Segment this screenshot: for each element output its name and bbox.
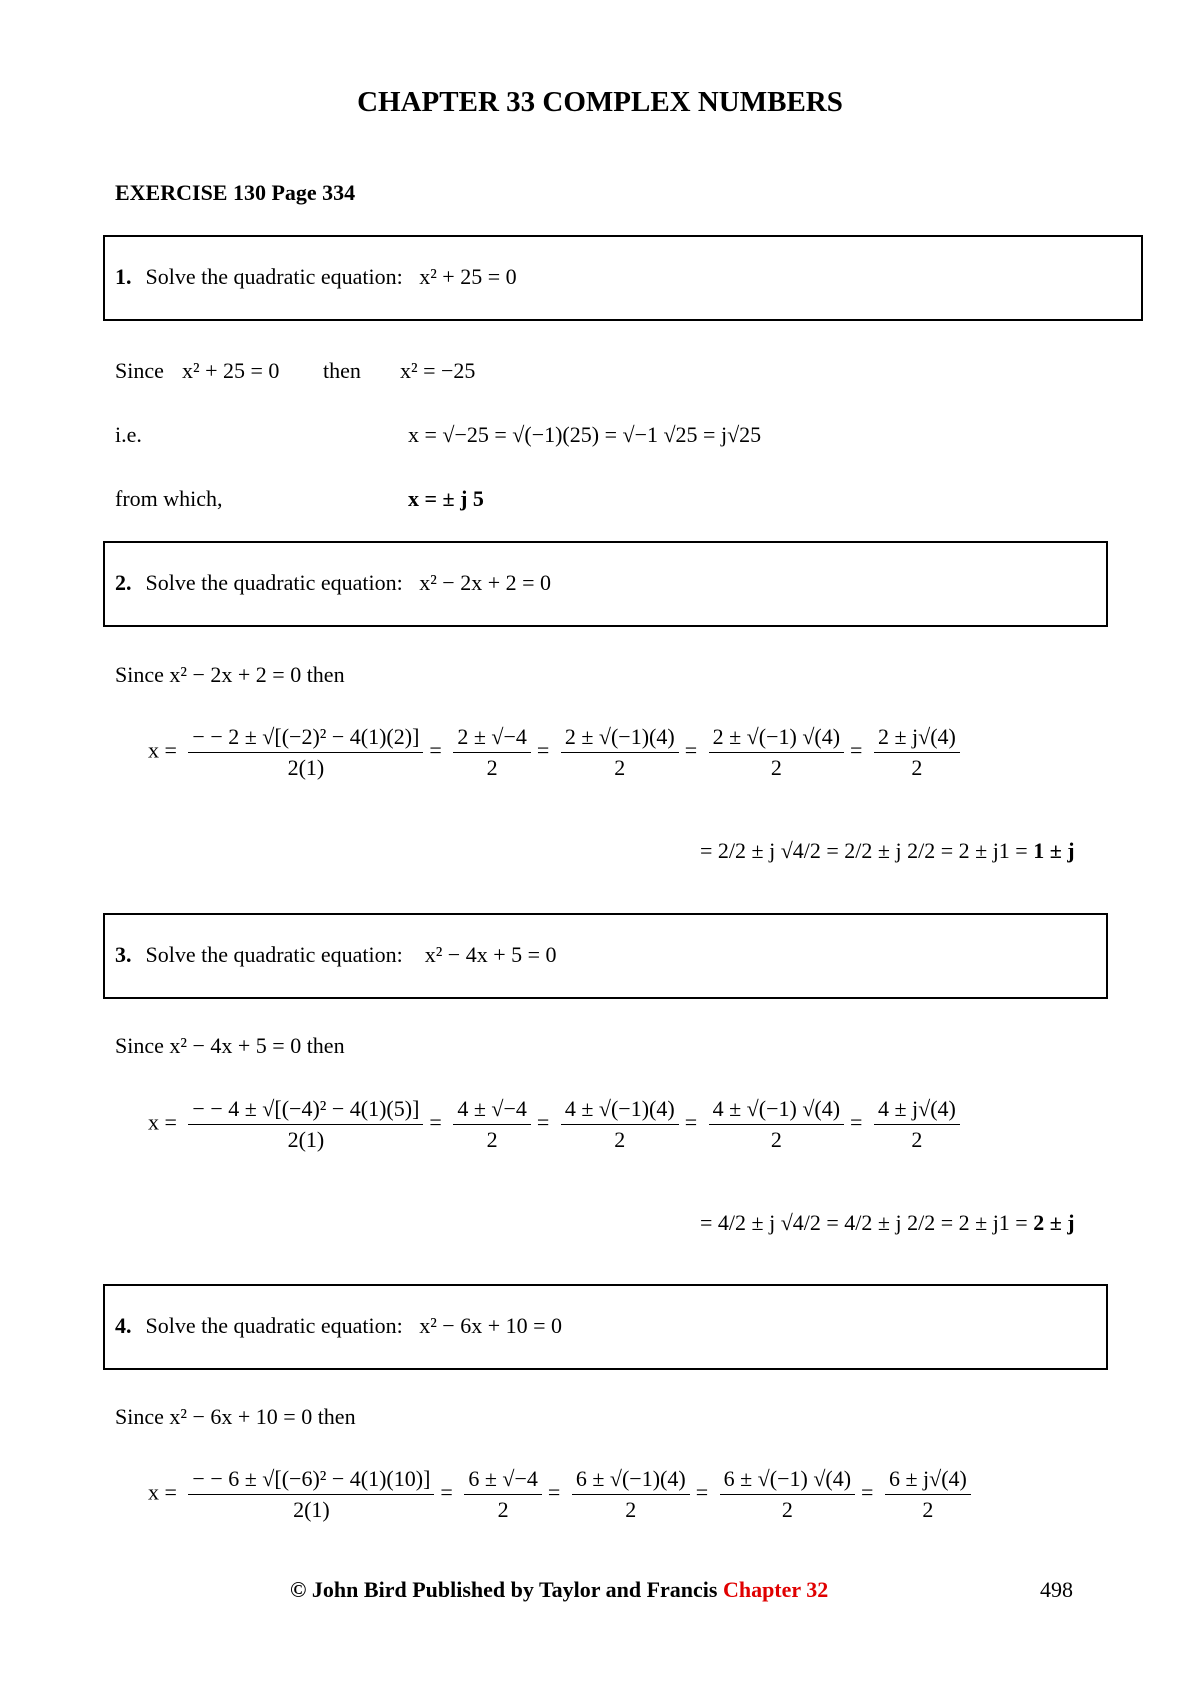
result-expression: = 4/2 ± j √4/2 = 4/2 ± j 2/2 = 2 ± j1 = bbox=[700, 1210, 1028, 1235]
fraction: $\frac{4 \pm √(-1) √(4)}{2}$ bbox=[709, 1094, 844, 1155]
question-text: Solve the quadratic equation: bbox=[145, 1313, 403, 1338]
fraction: $\frac{6 \pm √(-1)(4)}{2}$ bbox=[572, 1464, 690, 1525]
fraction: $\frac{4 \pm √-4}{2}$ bbox=[453, 1094, 531, 1155]
question-equation: x² − 2x + 2 = 0 bbox=[419, 570, 552, 595]
question-box-1 bbox=[103, 235, 1143, 321]
fraction: $\frac{\text{− − 6 ± √[(−6)² − 4(1)(10)]}}{2(1)}$ bbox=[188, 1464, 434, 1525]
question-box-4 bbox=[103, 1284, 1108, 1370]
question-box-3 bbox=[103, 913, 1108, 999]
fraction: $\frac{\text{− − 2 ± √[(−2)² − 4(1)(2)]}}{2(1)}$ bbox=[188, 722, 423, 783]
question-equation: x² − 4x + 5 = 0 bbox=[424, 942, 557, 967]
question-text: Solve the quadratic equation: bbox=[145, 264, 403, 289]
solution-2-result-line bbox=[700, 838, 1075, 864]
fraction: $\frac{2 \pm √(-1)(4)}{2}$ bbox=[561, 722, 679, 783]
solution-2-line-1: Since x² − 2x + 2 = 0 then bbox=[115, 662, 345, 687]
fraction: $\frac{2 \pm √(-1) √(4)}{2}$ bbox=[709, 722, 844, 783]
fraction: $\frac{2 \pm j√(4)}{2}$ bbox=[874, 722, 960, 783]
fraction: $\frac{6 \pm j√(4)}{2}$ bbox=[885, 1464, 971, 1525]
solution-3-line-1: Since x² − 4x + 5 = 0 then bbox=[115, 1033, 345, 1058]
footer bbox=[290, 1577, 828, 1603]
solution-1-line-1-eq: x² + 25 = 0 bbox=[182, 358, 280, 383]
fraction: $\frac{4 \pm √(-1)(4)}{2}$ bbox=[561, 1094, 679, 1155]
solution-2-fraction-line: x = $\frac{\text{− − 2 ± √[(−2)² − 4(1)(2)]}}{2(1)}$ = $\frac{2 \pm √-4}{2}$ = $\frac{2 \pm √(-1)(4)}{2}$ = $\frac{2 \pm √(-1) √(4)}{2}$ = $\frac{2 \pm j√(4)}{2}$ bbox=[148, 722, 966, 783]
fraction: $\frac{\text{− − 4 ± √[(−4)² − 4(1)(5)]}}{2(1)}$ bbox=[188, 1094, 423, 1155]
solution-1-line-3-label: from which, bbox=[115, 486, 223, 511]
solution-1-line-2-eq: x = √−25 = √(−1)(25) = √−1 √25 = j√25 bbox=[408, 422, 762, 447]
question-2 bbox=[115, 570, 551, 596]
solution-4-fraction-line: x = $\frac{\text{− − 6 ± √[(−6)² − 4(1)(10)]}}{2(1)}$ = $\frac{6 \pm √-4}{2}$ = $\frac{6 \pm √(-1)(4)}{2}$ = $\frac{6 \pm √(-1) √(4)}{2}$ = $\frac{6 \pm j√(4)}{2}$ bbox=[148, 1464, 977, 1525]
solution-1-line-1-result: x² = −25 bbox=[400, 358, 476, 383]
question-number: 4. bbox=[115, 1313, 132, 1338]
question-text: Solve the quadratic equation: bbox=[145, 570, 403, 595]
footer-chapter: Chapter 32 bbox=[722, 1577, 829, 1602]
question-4 bbox=[115, 1313, 562, 1339]
fraction: $\frac{2 \pm √-4}{2}$ bbox=[453, 722, 531, 783]
result-expression: = 2/2 ± j √4/2 = 2/2 ± j 2/2 = 2 ± j1 = bbox=[700, 838, 1028, 863]
page-number: 498 bbox=[1040, 1577, 1073, 1602]
exercise-heading: EXERCISE 130 Page 334 bbox=[115, 180, 356, 205]
solution-2-answer: 1 ± j bbox=[1033, 838, 1075, 863]
solution-1-line-1-then: then bbox=[323, 358, 361, 383]
solution-3-answer: 2 ± j bbox=[1033, 1210, 1075, 1235]
question-equation: x² − 6x + 10 = 0 bbox=[419, 1313, 563, 1338]
solution-3-fraction-line: x = $\frac{\text{− − 4 ± √[(−4)² − 4(1)(5)]}}{2(1)}$ = $\frac{4 \pm √-4}{2}$ = $\frac{4 \pm √(-1)(4)}{2}$ = $\frac{4 \pm √(-1) √(4)}{2}$ = $\frac{4 \pm j√(4)}{2}$ bbox=[148, 1094, 966, 1155]
solution-4-line-1: Since x² − 6x + 10 = 0 then bbox=[115, 1404, 356, 1429]
question-number: 1. bbox=[115, 264, 132, 289]
fraction: $\frac{6 \pm √(-1) √(4)}{2}$ bbox=[720, 1464, 855, 1525]
question-3 bbox=[115, 942, 557, 968]
question-equation: x² + 25 = 0 bbox=[419, 264, 517, 289]
solution-3-result-line bbox=[700, 1210, 1075, 1236]
footer-copyright: © John Bird Published by Taylor and Francis bbox=[290, 1577, 718, 1602]
fraction: $\frac{6 \pm √-4}{2}$ bbox=[464, 1464, 542, 1525]
solution-1-answer: x = ± j 5 bbox=[408, 486, 484, 511]
question-number: 3. bbox=[115, 942, 132, 967]
fraction: $\frac{4 \pm j√(4)}{2}$ bbox=[874, 1094, 960, 1155]
question-1 bbox=[115, 264, 517, 290]
question-number: 2. bbox=[115, 570, 132, 595]
question-box-2 bbox=[103, 541, 1108, 627]
solution-1-line-2-label: i.e. bbox=[115, 422, 142, 447]
question-text: Solve the quadratic equation: bbox=[145, 942, 403, 967]
solution-1-line-1-label: Since bbox=[115, 358, 164, 383]
page-title: CHAPTER 33 COMPLEX NUMBERS bbox=[357, 86, 843, 118]
